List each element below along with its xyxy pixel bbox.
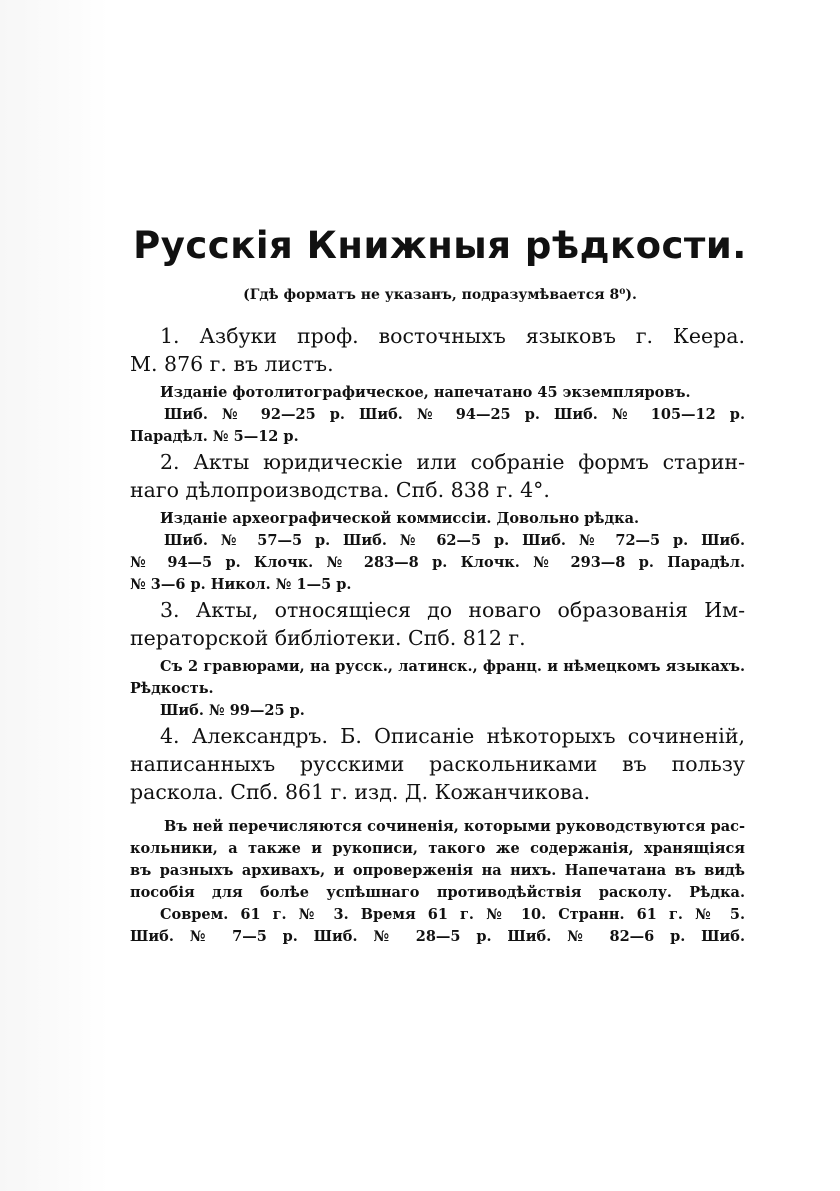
entry-title-line: 4. Александръ. Б. Описаніе нѣкоторыхъ сочиненій, (160, 724, 745, 748)
page-edge-shade (0, 0, 108, 1191)
entry-note-line: Изданіе археографической коммиссіи. Довольно рѣдка. (160, 510, 640, 527)
entry-price-line: № 3—6 р. Никол. № 1—5 р. (130, 576, 352, 593)
catalog-entry-3 (130, 596, 745, 722)
entry-note-line: Въ ней перечисляются сочиненія, которыми руководствуются рас- (164, 818, 745, 835)
entry-note-line: Изданіе фотолитографическое, напечатано 45 экземпляровъ. (160, 384, 691, 401)
entry-title-line: написанныхъ русскими раскольниками въ пользу (130, 752, 745, 776)
catalog-entry-1 (130, 322, 745, 448)
entry-price-line: Шиб. № 92—25 р. Шиб. № 94—25 р. Шиб. № 105—12 р. (164, 406, 745, 423)
entry-title-line: ператорской библіотеки. Спб. 812 г. (130, 626, 526, 650)
entry-title-line: 2. Акты юридическіе или собраніе формъ старин- (160, 450, 745, 474)
entry-title-line: наго дѣлопроизводства. Спб. 838 г. 4°. (130, 478, 550, 502)
catalog-entry-2 (130, 448, 745, 596)
entry-title-line: М. 876 г. въ листъ. (130, 352, 334, 376)
page-title: Русскія Книжныя рѣдкости. (133, 224, 747, 267)
entry-note-line: въ разныхъ архивахъ, и опроверженія на нихъ. Напечатана въ видѣ (130, 862, 745, 879)
entry-price-line: Соврем. 61 г. № 3. Время 61 г. № 10. Странн. 61 г. № 5. (160, 906, 745, 923)
format-note: (Гдѣ форматъ не указанъ, подразумѣвается 8⁰). (243, 287, 637, 303)
entry-price-line: Шиб. № 99—25 р. (160, 702, 305, 719)
entry-price-line: Шиб. № 57—5 р. Шиб. № 62—5 р. Шиб. № 72—5 р. Шиб. (164, 532, 745, 549)
entry-price-line: Парадѣл. № 5—12 р. (130, 428, 299, 445)
entry-title-line: 3. Акты, относящіеся до новаго образованія Им- (160, 598, 745, 622)
entry-note-line: Съ 2 гравюрами, на русск., латинск., франц. и нѣмецкомъ языкахъ. (160, 658, 745, 675)
entry-title-line: раскола. Спб. 861 г. изд. Д. Кожанчикова. (130, 780, 591, 804)
entry-title-line: 1. Азбуки проф. восточныхъ языковъ г. Кеера. (160, 324, 745, 348)
entry-price-line: № 94—5 р. Клочк. № 283—8 р. Клочк. № 293—8 р. Парадѣл. (130, 554, 745, 571)
catalog-entry-4 (130, 722, 745, 948)
entry-price-line: Шиб. № 7—5 р. Шиб. № 28—5 р. Шиб. № 82—6 р. Шиб. (130, 928, 745, 945)
catalog-text (130, 322, 745, 948)
entry-note-line: пособія для болѣе успѣшнаго противодѣйствія расколу. Рѣдка. (130, 884, 745, 901)
entry-note-line: Рѣдкость. (130, 680, 214, 697)
entry-note-line: кольники, а также и рукописи, такого же содержанія, хранящіяся (130, 840, 745, 857)
